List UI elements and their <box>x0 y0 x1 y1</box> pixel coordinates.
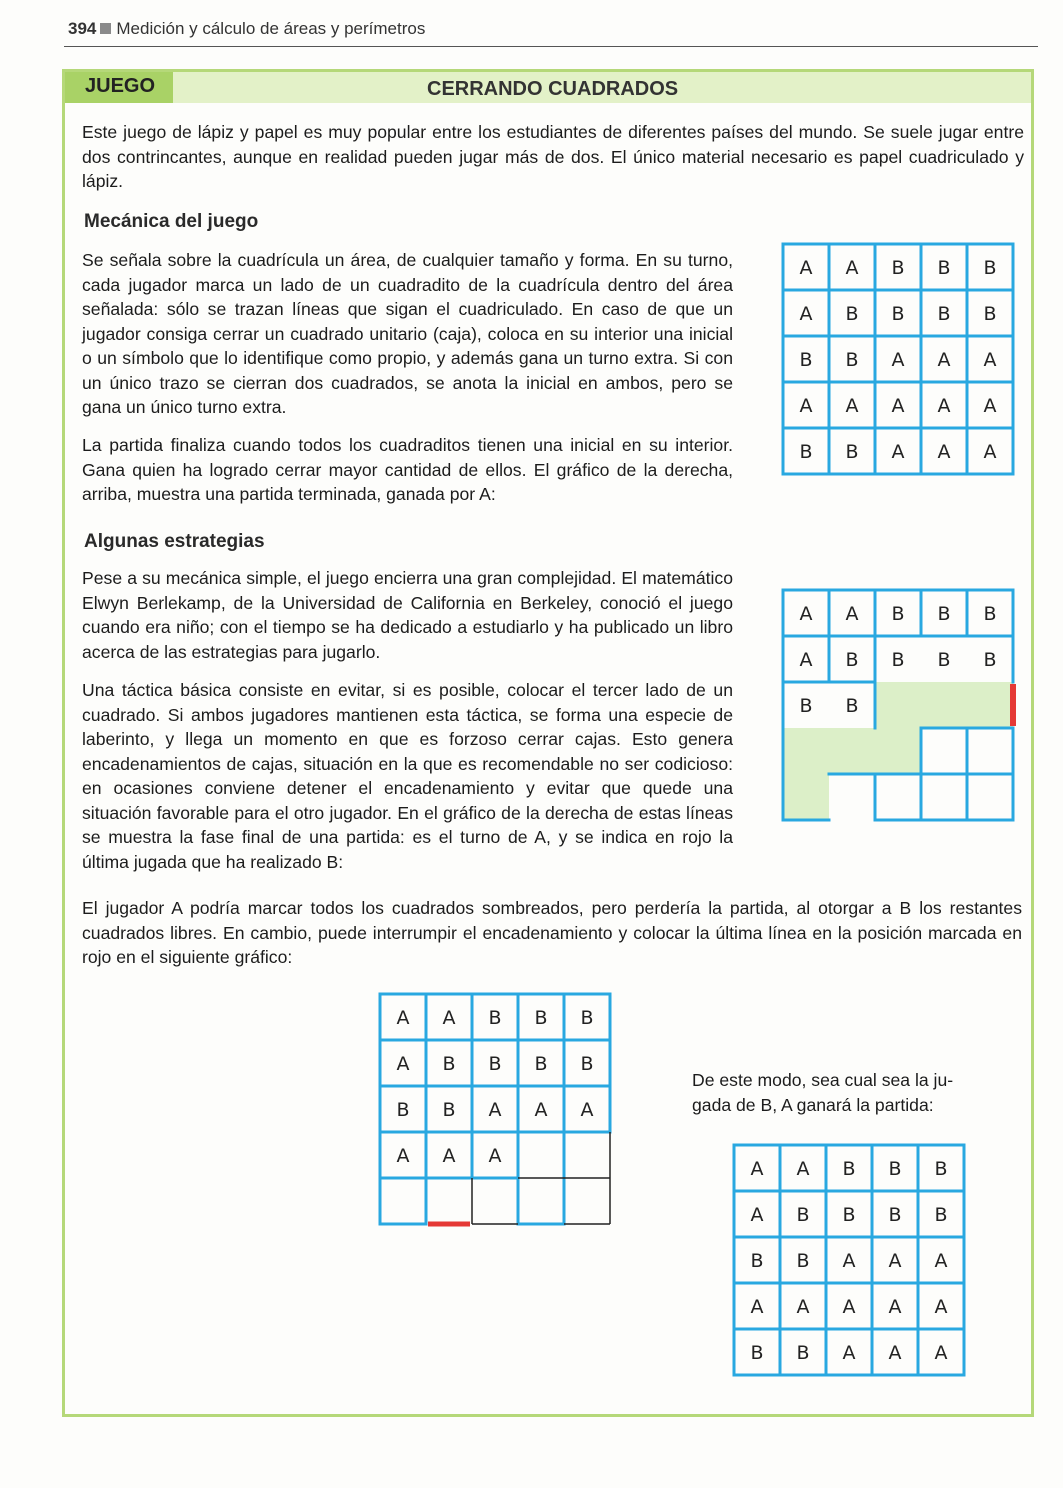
cell-letter: B <box>888 1204 902 1226</box>
cell-letter: B <box>845 303 859 325</box>
cell-letter: B <box>983 603 997 625</box>
square-bullet-icon <box>100 23 111 34</box>
cell-letter: B <box>488 1007 502 1029</box>
cell-letter: A <box>799 603 813 625</box>
cell-letter: B <box>534 1007 548 1029</box>
cell-letter: A <box>799 395 813 417</box>
grid-finished-game <box>780 241 1020 481</box>
cell-letter: B <box>934 1204 948 1226</box>
banner <box>65 72 1031 103</box>
cell-letter: A <box>888 1342 902 1364</box>
cell-letter: A <box>845 257 859 279</box>
cell-letter: B <box>534 1053 548 1075</box>
cell-letter: A <box>750 1204 764 1226</box>
cell-letter: B <box>934 1158 948 1180</box>
conclusion-paragraph: El jugador A podría marcar todos los cuadrados sombreados, pero perdería la partida, al otorgar a B los restantes cuadrados libres. En cambio, puede interrumpir el encadenamiento y colocar la última línea en la posición marcada en rojo en el siguiente gráfico: <box>82 898 1022 967</box>
banner-tag <box>65 72 173 103</box>
cell-letter: A <box>845 395 859 417</box>
cell-letter: B <box>845 441 859 463</box>
cell-letter: B <box>845 349 859 371</box>
cell-letter: A <box>442 1007 456 1029</box>
strategies-heading: Algunas estrategias <box>84 531 265 552</box>
cell-letter: B <box>442 1053 456 1075</box>
mechanics-paragraph-1: Se señala sobre la cuadrícula un área, de cualquier tamaño y forma. En su turno, cada jugador marca un lado de un cuadradito de la cuadrícula dentro del área señalada: sólo se trazan líneas que sigan el cuadriculado. En caso de que un jugador consiga cerrar un cuadrado unitario (caja), coloca en su interior una inicial o un símbolo que lo identifique como propio, y además gana un turno extra. Si con un único trazo se cierran dos cuadrados, se anota la inicial en ambos, pero se gana un único turno extra. <box>82 250 733 417</box>
cell-letter: A <box>488 1145 502 1167</box>
cell-letter: A <box>842 1296 856 1318</box>
cell-letter: A <box>934 1342 948 1364</box>
cell-letter: A <box>983 349 997 371</box>
chapter-title: Medición y cálculo de áreas y perímetros <box>116 19 426 38</box>
cell-letter: A <box>842 1342 856 1364</box>
cell-letter: B <box>937 649 951 671</box>
strategies-paragraph-1: Pese a su mecánica simple, el juego encierra una gran complejidad. El matemático Elwyn Berlekamp, de la Universidad de California en Berkeley, conoció el juego cuando era niño; con el tiempo se ha dedicado a estudiarlo y ha publicado un libro acerca de las estrategias para jugarlo. <box>82 568 733 662</box>
cell-letter: B <box>842 1204 856 1226</box>
cell-letter: B <box>842 1158 856 1180</box>
final-note-line-1: De este modo, sea cual sea la ju- <box>692 1070 954 1090</box>
cell-letter: B <box>845 649 859 671</box>
mechanics-paragraph-2: La partida finaliza cuando todos los cuadraditos tienen una inicial en su interior. Gana quien ha logrado cerrar mayor cantidad de ellos. El gráfico de la derecha, arriba, muestra una partida terminada, ganada por A: <box>82 435 733 504</box>
cell-letter: B <box>937 303 951 325</box>
grid-interrupt-move <box>377 991 617 1231</box>
intro-paragraph: Este juego de lápiz y papel es muy popular entre los estudiantes de diferentes países del mundo. Se suele jugar entre dos contrincantes, aunque en realidad pueden jugar más de dos. El único material necesario es papel cuadriculado y lápiz. <box>82 122 1024 191</box>
cell-letter: B <box>891 603 905 625</box>
cell-letter: B <box>488 1053 502 1075</box>
cell-letter: A <box>937 349 951 371</box>
cell-letter: B <box>891 257 905 279</box>
cell-letter: A <box>396 1145 410 1167</box>
cell-letter: A <box>750 1158 764 1180</box>
cell-letter: B <box>580 1053 594 1075</box>
grid-a-wins <box>731 1142 971 1382</box>
running-head <box>68 19 425 39</box>
mechanics-heading: Mecánica del juego <box>84 211 259 232</box>
cell-letter: A <box>442 1145 456 1167</box>
cell-letter: A <box>983 441 997 463</box>
cell-letter: A <box>796 1296 810 1318</box>
grid-final-phase <box>780 587 1020 827</box>
cell-letter: A <box>937 395 951 417</box>
cell-letter: B <box>796 1250 810 1272</box>
cell-letter: B <box>845 695 859 717</box>
cell-letter: A <box>842 1250 856 1272</box>
cell-letter: A <box>937 441 951 463</box>
banner-title: CERRANDO CUADRADOS <box>427 78 679 100</box>
final-note <box>692 1068 1022 1117</box>
cell-letter: B <box>983 257 997 279</box>
cell-letter: A <box>799 303 813 325</box>
cell-letter: B <box>796 1204 810 1226</box>
cell-letter: A <box>750 1296 764 1318</box>
shaded-chain-region <box>783 682 1013 820</box>
cell-letter: A <box>891 349 905 371</box>
cell-letter: B <box>580 1007 594 1029</box>
cell-letter: A <box>934 1250 948 1272</box>
cell-letter: B <box>888 1158 902 1180</box>
cell-letter: A <box>845 603 859 625</box>
cell-letter: B <box>937 257 951 279</box>
cell-letter: B <box>891 649 905 671</box>
header-rule <box>64 46 1038 47</box>
cell-letter: A <box>891 395 905 417</box>
cell-letter: A <box>934 1296 948 1318</box>
banner-tag-label: JUEGO <box>85 75 156 97</box>
cell-letter: A <box>396 1007 410 1029</box>
cell-letter: A <box>796 1158 810 1180</box>
cell-letter: B <box>891 303 905 325</box>
cell-letter: A <box>888 1250 902 1272</box>
strategies-paragraph-2: Una táctica básica consiste en evitar, si es posible, colocar el tercer lado de un cuadrado. Si ambos jugadores mantienen esta táctica, se forma una especie de laberinto, y llega un momento en que es forzoso cerrar cajas. Esto genera encadenamientos de cajas, situación en la que es recomendable no ser codicioso: en ocasiones conviene detener el encadenamiento y evitar que quede una situación favorable para el otro jugador. En el gráfico de la derecha de estas líneas se muestra la fase final de una partida: es el turno de A, y se indica en rojo la última jugada que ha realizado B: <box>82 680 733 872</box>
cell-letter: B <box>983 303 997 325</box>
cell-letter: B <box>983 649 997 671</box>
cell-letter: A <box>580 1099 594 1121</box>
cell-letter: A <box>888 1296 902 1318</box>
cell-letter: B <box>442 1099 456 1121</box>
cell-letter: A <box>799 257 813 279</box>
cell-letter: A <box>488 1099 502 1121</box>
cell-letter: B <box>937 603 951 625</box>
final-note-line-2: gada de B, A ganará la partida: <box>692 1094 934 1115</box>
cell-letter: B <box>750 1342 764 1364</box>
cell-letter: A <box>396 1053 410 1075</box>
cell-letter: B <box>799 349 813 371</box>
cell-letter: A <box>891 441 905 463</box>
cell-letter: B <box>799 441 813 463</box>
cell-letter: B <box>796 1342 810 1364</box>
cell-letter: A <box>534 1099 548 1121</box>
page-number: 394 <box>68 19 97 38</box>
cell-letter: A <box>799 649 813 671</box>
cell-letter: B <box>750 1250 764 1272</box>
cell-letter: A <box>983 395 997 417</box>
cell-letter: B <box>396 1099 410 1121</box>
cell-letter: B <box>799 695 813 717</box>
